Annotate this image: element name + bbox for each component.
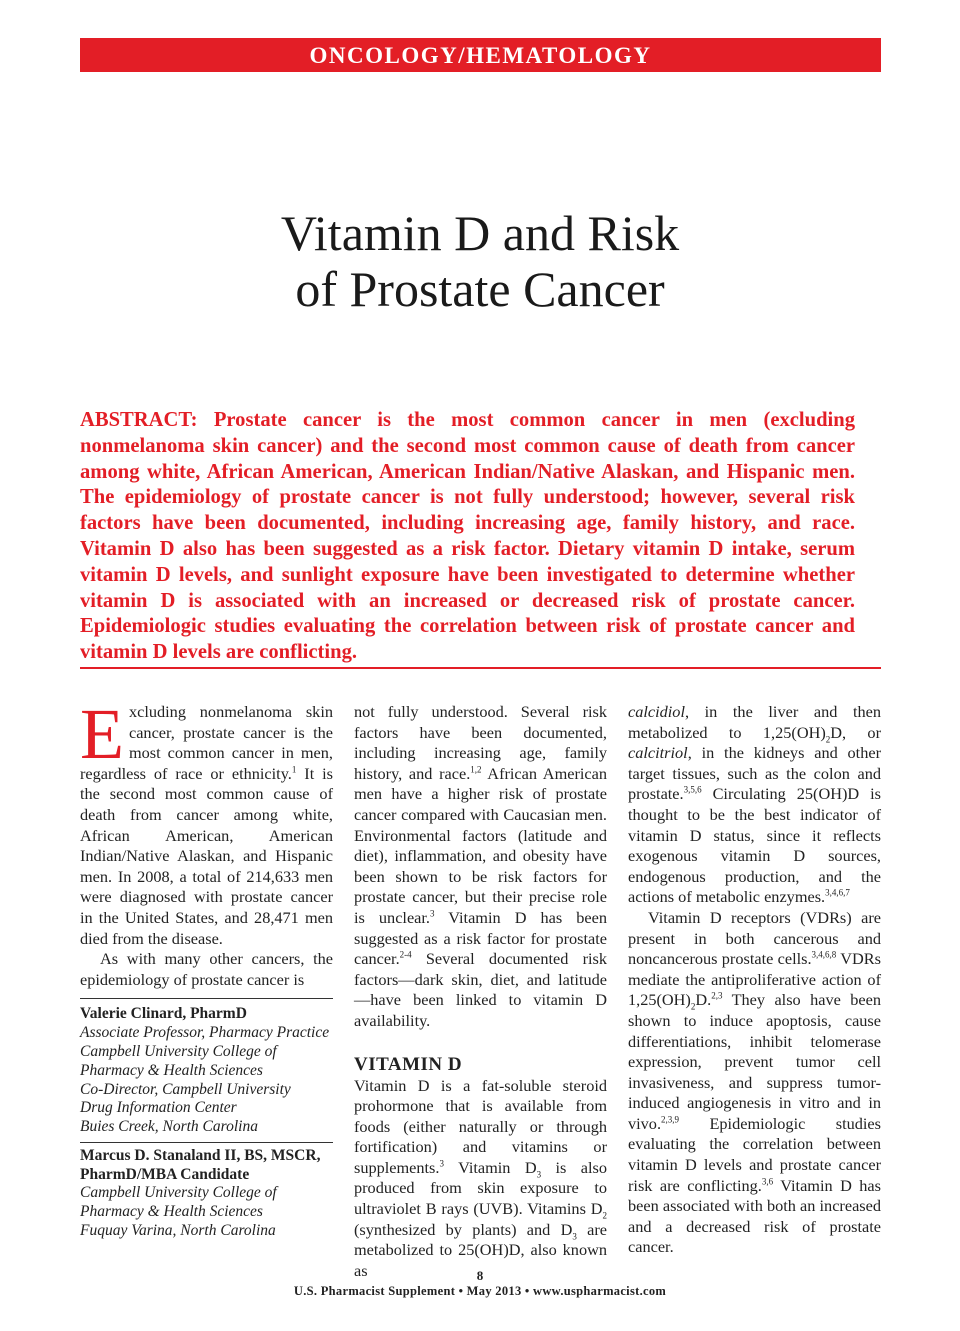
paragraph: As with many other cancers, the epidemiology of prostate cancer is	[80, 949, 333, 989]
text-run: , in the liver and then metabolized to 1,25(OH)	[628, 702, 881, 742]
author-affiliation: Associate Professor, Pharmacy Practice	[80, 1024, 330, 1042]
text-run: Vitamin D has been associated with both an increased and a decreased risk of prostate cancer.	[628, 1175, 881, 1257]
column-2	[354, 702, 607, 1281]
citation: 3,5,6	[683, 784, 702, 795]
citation: 1,2	[470, 764, 482, 775]
citation: 3,4,6,7	[825, 887, 850, 898]
title-line-2: of Prostate Cancer	[295, 261, 665, 317]
column-1	[80, 694, 333, 1241]
abstract-divider	[80, 667, 881, 669]
citation: 3	[430, 908, 435, 919]
text-run: Several documented risk factors—dark skin, diet, and latitude—have been linked to vitamin D availability.	[354, 949, 607, 1030]
author-affiliation: Pharmacy & Health Sciences	[80, 1203, 263, 1221]
text-run: VDRs mediate the antiproliferative action of 1,25(OH)	[628, 949, 881, 1010]
text-run: Vitamin D has been suggested as a risk factor for prostate cancer.	[354, 907, 607, 969]
italic-term: calcitriol	[628, 743, 688, 763]
text-run: not fully understood. Several risk factors have been documented, including increasing age, family history, and race.	[354, 702, 607, 783]
author-block-2	[80, 1147, 333, 1241]
text-run: , in the kidneys and other target tissues, such as the colon and prostate.	[628, 743, 881, 804]
subscript: 2	[690, 1001, 696, 1012]
author-credential: PharmD/MBA Candidate	[80, 1165, 250, 1183]
footer-text: U.S. Pharmacist Supplement • May 2013 • www.uspharmacist.com	[293, 1284, 667, 1298]
author-affiliation: Campbell University College of	[80, 1184, 277, 1202]
author-name: Valerie Clinard, PharmD	[80, 1005, 247, 1023]
text-run: are metabolized to 25(OH)D, also known as	[354, 1219, 607, 1280]
author-name: Marcus D. Stanaland II, BS, MSCR,	[80, 1146, 321, 1164]
section-heading: VITAMIN D	[354, 1053, 463, 1075]
text-run: They also have been shown to induce apoptosis, cause differentiations, inhibit telomerase expression, prevent tumor cell invasiveness, and suppress tumor-induced angiogenesis in vitro and in vivo.	[628, 990, 881, 1133]
text-run: xcluding nonmelanoma skin cancer, prostate cancer is the most common cancer in men, regardless of race or ethnicity.	[80, 702, 333, 783]
citation: 3,4,6,8	[811, 949, 837, 960]
subscript: 3	[536, 1169, 542, 1180]
text-run: Circulating 25(OH)D is thought to be the best indicator of vitamin D status, since it reflects exogenous vitamin D sources, endogenous production, and the actions of metabolic enzymes.	[628, 784, 881, 907]
paragraph	[628, 702, 881, 908]
author-affiliation: Pharmacy & Health Sciences	[80, 1061, 263, 1079]
text-run: D, or	[830, 722, 881, 742]
article-title	[0, 205, 960, 317]
drop-cap: E	[80, 694, 124, 774]
column-3	[628, 702, 881, 1258]
section-banner: ONCOLOGY/HEMATOLOGY	[80, 38, 881, 72]
author-affiliation: Drug Information Center	[80, 1099, 237, 1117]
text-run: Epidemiologic studies evaluating the correlation between vitamin D levels and prostate cancer risk are conflicting.	[628, 1113, 881, 1195]
subscript: 2	[602, 1210, 607, 1221]
text-run: (synthesized by plants) and D	[354, 1219, 573, 1239]
text-run: Vitamin D	[443, 1157, 537, 1177]
subscript: 3	[572, 1230, 577, 1241]
author-affiliation: Campbell University College of	[80, 1042, 277, 1060]
citation: 3,6	[761, 1176, 774, 1187]
text-run: is also produced from skin exposure to ultraviolet B rays (UVB). Vitamins D	[354, 1157, 607, 1219]
italic-term: calcidiol	[628, 702, 685, 721]
author-affiliation: Co-Director, Campbell University	[80, 1080, 291, 1098]
paragraph	[354, 1076, 607, 1282]
text-run: It is the second most common cause of death from cancer among white, African American, American Indian/Native Alaskan, and Hispanic men. In 2008, a total of 214,633 men were diagnosed with prostate cancer in the United States, and 28,471 men died from the disease.	[80, 763, 333, 948]
subscript: 2	[825, 733, 831, 744]
text-run: African American men have a higher risk of prostate cancer compared with Caucasian men. Environmental factors (latitude and diet), inflammation, and obesity have been shown to be risk factors for prostate cancer, but their precise role is unclear.	[354, 763, 607, 927]
title-line-1: Vitamin D and Risk	[280, 205, 680, 261]
author-affiliation: Buies Creek, North Carolina	[80, 1118, 258, 1136]
citation: 2,3	[711, 990, 723, 1001]
citation: 2,3,9	[661, 1114, 680, 1125]
text-run: D.	[695, 990, 712, 1010]
intro-paragraph	[80, 694, 333, 949]
author-block-1	[80, 1005, 333, 1137]
paragraph	[628, 908, 881, 1258]
author-divider	[80, 998, 333, 999]
author-affiliation: Fuquay Varina, North Carolina	[80, 1222, 276, 1240]
citation: 2-4	[399, 949, 412, 960]
text-run: Vitamin D receptors (VDRs) are present in both cancerous and noncancerous prostate cells.	[628, 907, 881, 969]
page-number: 8	[476, 1268, 484, 1283]
text-run: Vitamin D is a fat-soluble steroid prohormone that is available from foods (either naturally or through fortification) and vitamins or supplements.	[354, 1075, 607, 1177]
author-divider	[80, 1142, 333, 1143]
citation: 3	[439, 1158, 444, 1169]
citation: 1	[291, 764, 297, 775]
abstract: ABSTRACT: Prostate cancer is the most common cancer in men (excluding nonmelanoma skin cancer) and the second most common cause of death from cancer among white, African American, American Indian/Native Alaskan, and Hispanic men. The epidemiology of prostate cancer is not fully understood; however, several risk factors have been documented, including increasing age, family history, and race. Vitamin D also has been suggested as a risk factor. Dietary vitamin D intake, serum vitamin D levels, and sunlight exposure have been investigated to determine whether vitamin D is associated with an increased or decreased risk of prostate cancer. Epidemiologic studies evaluating the correlation between risk of prostate cancer and vitamin D levels are conflicting.	[80, 409, 855, 664]
paragraph	[354, 702, 607, 1032]
